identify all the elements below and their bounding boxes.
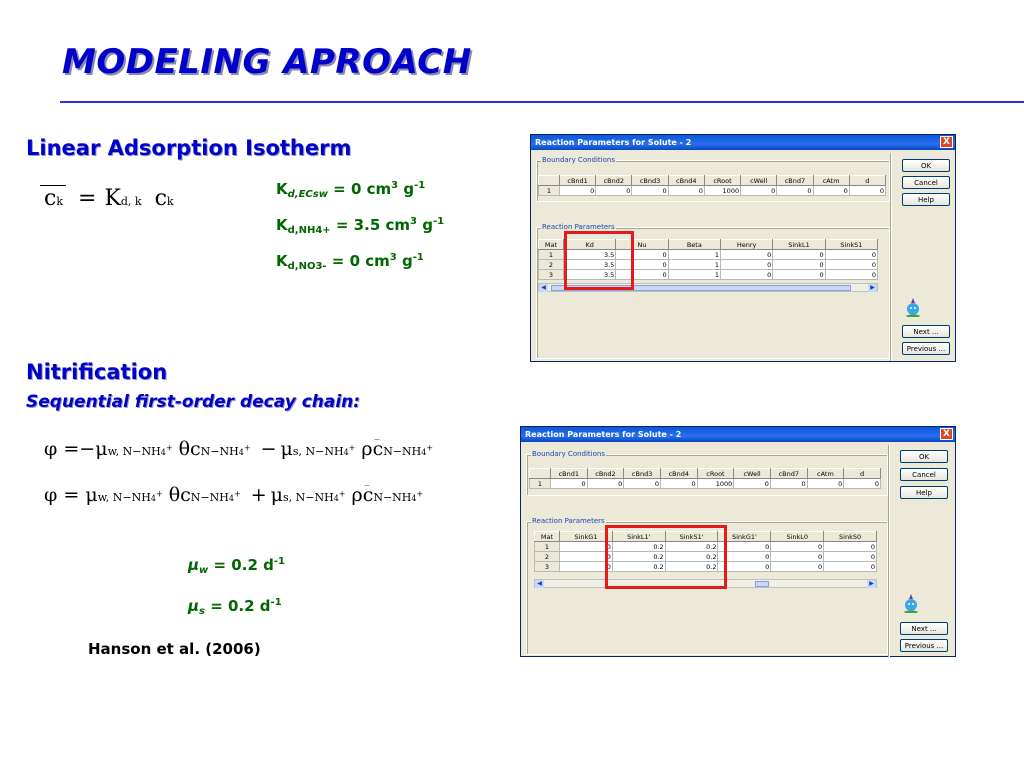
boundary-header: cBnd1 bbox=[560, 176, 596, 186]
table-cell[interactable]: 1 bbox=[668, 260, 720, 270]
scroll-left-icon[interactable]: ◀ bbox=[539, 284, 548, 292]
boundary-header bbox=[530, 469, 551, 479]
table-cell[interactable]: 0 bbox=[825, 270, 877, 280]
eq2-mu-w: μ bbox=[85, 484, 98, 506]
help-button[interactable]: Help bbox=[902, 193, 950, 206]
boundary-header: cWell bbox=[734, 469, 771, 479]
boundary-header: cWell bbox=[741, 176, 777, 186]
reaction-header: Nu bbox=[616, 240, 668, 250]
kd-no3-sup2: -1 bbox=[412, 252, 424, 263]
kd-no3-main: K bbox=[276, 252, 288, 270]
highlight-sink-columns bbox=[605, 525, 727, 589]
eq-k-sub: k bbox=[56, 195, 63, 208]
eq1-equals: = bbox=[63, 438, 80, 460]
kd-ecsw-value: = 0 cm bbox=[327, 180, 392, 198]
mu-w-sub: w bbox=[199, 565, 209, 576]
kd-nh4-sub: d,NH4+ bbox=[287, 225, 331, 236]
reaction-header: Mat bbox=[535, 532, 560, 542]
previous-button[interactable]: Previous ... bbox=[902, 342, 950, 355]
kd-nh4-value: = 3.5 cm bbox=[330, 216, 411, 234]
kd-no3-sub: d,NO3- bbox=[287, 261, 327, 272]
nitrification-equation-1 bbox=[44, 429, 434, 460]
eq2-sub-w: w, N−NH4+ bbox=[97, 489, 163, 504]
window2-reaction-label: Reaction Parameters bbox=[532, 517, 605, 525]
table-cell[interactable]: 0 bbox=[668, 186, 704, 196]
table-cell: 3 bbox=[535, 562, 560, 572]
kd-nh4-sup2: -1 bbox=[432, 216, 445, 227]
table-cell[interactable]: 0 bbox=[741, 186, 777, 196]
scroll-thumb[interactable] bbox=[755, 581, 769, 587]
table-cell[interactable]: 0 bbox=[773, 270, 825, 280]
eq1-sub-w: w, N−NH4+ bbox=[107, 443, 173, 458]
reaction-header: Mat bbox=[539, 240, 564, 250]
boundary-header: cAtm bbox=[807, 469, 844, 479]
kd-nh4-main: K bbox=[276, 216, 288, 234]
mu-s-value: = 0.2 d bbox=[205, 597, 271, 615]
table-cell[interactable]: 0 bbox=[807, 479, 844, 489]
eq1-theta-c: θc bbox=[178, 438, 201, 460]
window2-button-panel bbox=[889, 445, 958, 657]
table-cell[interactable]: 0 bbox=[560, 542, 613, 552]
next-button[interactable]: Next ... bbox=[900, 622, 948, 635]
table-cell[interactable]: 1000 bbox=[704, 186, 740, 196]
reaction-parameters-window-2 bbox=[520, 426, 956, 657]
table-cell[interactable]: 0 bbox=[813, 186, 849, 196]
sequential-decay-heading: Sequential first-order decay chain: bbox=[26, 392, 361, 412]
help-character-icon bbox=[904, 297, 922, 317]
kd-ecsw bbox=[276, 180, 425, 200]
table-cell[interactable]: 0 bbox=[720, 250, 772, 260]
table-cell[interactable]: 0 bbox=[560, 552, 613, 562]
table-cell[interactable]: 0 bbox=[616, 260, 668, 270]
reference-citation: Hanson et al. (2006) bbox=[88, 640, 261, 658]
table-cell[interactable]: 0 bbox=[770, 479, 807, 489]
reaction-header: SinkL1' bbox=[612, 532, 665, 542]
eq-equals: = bbox=[78, 186, 97, 211]
highlight-kd-column bbox=[564, 231, 634, 290]
table-cell[interactable]: 0 bbox=[660, 479, 697, 489]
kd-ecsw-sup1: 3 bbox=[391, 180, 399, 191]
table-cell: 1 bbox=[530, 479, 551, 489]
window2-boundary-label: Boundary Conditions bbox=[532, 450, 605, 458]
eq2-phi: φ bbox=[44, 484, 58, 506]
boundary-header: d bbox=[849, 176, 885, 186]
boundary-header: cBnd2 bbox=[596, 176, 632, 186]
mu-w-sup: -1 bbox=[273, 556, 285, 567]
previous-button[interactable]: Previous ... bbox=[900, 639, 948, 652]
window1-button-panel bbox=[891, 153, 958, 361]
eq1-op: − bbox=[260, 438, 277, 460]
reaction-header: Henry bbox=[720, 240, 772, 250]
mu-w-main: μ bbox=[188, 556, 200, 574]
nitrification-equation-2 bbox=[44, 475, 424, 506]
table-cell[interactable]: 3.5 bbox=[564, 250, 616, 260]
table-cell[interactable]: 0 bbox=[771, 552, 824, 562]
next-button[interactable]: Next ... bbox=[902, 325, 950, 338]
table-cell[interactable]: 0 bbox=[596, 186, 632, 196]
table-cell[interactable]: 1 bbox=[668, 270, 720, 280]
table-cell: 2 bbox=[539, 260, 564, 270]
window2-boundary-table[interactable] bbox=[529, 468, 881, 489]
boundary-header: cBnd3 bbox=[624, 469, 661, 479]
table-cell[interactable]: 0.2 bbox=[665, 552, 718, 562]
window1-boundary-table[interactable] bbox=[538, 175, 886, 196]
table-cell[interactable]: 0 bbox=[825, 250, 877, 260]
eq1-sub-n2: N−NH4+ bbox=[383, 443, 434, 458]
kd-no3-unit: g bbox=[396, 252, 413, 270]
reaction-header: SinkS1' bbox=[665, 532, 718, 542]
eq-c: c bbox=[154, 186, 167, 211]
eq2-equals: = bbox=[63, 484, 80, 506]
table-cell: 3 bbox=[539, 270, 564, 280]
eq1-mu-w: μ bbox=[95, 438, 108, 460]
table-cell[interactable]: 0 bbox=[734, 479, 771, 489]
table-cell[interactable]: 0 bbox=[771, 542, 824, 552]
slide-title: MODELING APROACH bbox=[62, 42, 472, 82]
table-cell[interactable]: 0 bbox=[551, 479, 588, 489]
eq-dk-sub: d, k bbox=[120, 195, 142, 208]
cancel-button[interactable]: Cancel bbox=[902, 176, 950, 189]
table-cell[interactable]: 0.2 bbox=[612, 542, 665, 552]
window1-reaction-label: Reaction Parameters bbox=[542, 223, 615, 231]
mu-w-value: = 0.2 d bbox=[208, 556, 274, 574]
table-cell[interactable]: 0 bbox=[777, 186, 813, 196]
reaction-parameters-window-1 bbox=[530, 134, 956, 362]
eq2-theta-c: θc bbox=[168, 484, 191, 506]
table-cell[interactable]: 0 bbox=[616, 250, 668, 260]
table-cell[interactable]: 0 bbox=[844, 479, 881, 489]
table-cell[interactable]: 0 bbox=[632, 186, 668, 196]
close-icon[interactable]: X bbox=[940, 428, 953, 440]
eq1-sub-n: N−NH4+ bbox=[200, 443, 251, 458]
nitrification-heading: Nitrification bbox=[26, 360, 168, 384]
table-cell: 1 bbox=[539, 250, 564, 260]
boundary-header: cBnd7 bbox=[770, 469, 807, 479]
mu-s bbox=[188, 597, 282, 617]
table-cell[interactable]: 0 bbox=[824, 542, 877, 552]
title-divider bbox=[60, 101, 1024, 103]
eq1-phi: φ bbox=[44, 438, 58, 460]
table-row[interactable] bbox=[530, 479, 881, 489]
boundary-header: cBnd2 bbox=[587, 469, 624, 479]
table-cell[interactable]: 0.2 bbox=[612, 552, 665, 562]
ok-button[interactable]: OK bbox=[902, 159, 950, 172]
table-cell[interactable]: 0 bbox=[720, 270, 772, 280]
reaction-header: SinkL1 bbox=[773, 240, 825, 250]
reaction-header: Kd bbox=[564, 240, 616, 250]
reaction-header: SinkL0 bbox=[771, 532, 824, 542]
kd-nh4-unit: g bbox=[416, 216, 433, 234]
table-cell[interactable]: 0 bbox=[616, 270, 668, 280]
boundary-header: cBnd3 bbox=[632, 176, 668, 186]
ok-button[interactable]: OK bbox=[900, 450, 948, 463]
reaction-header: SinkS0 bbox=[824, 532, 877, 542]
table-row[interactable] bbox=[539, 186, 886, 196]
table-cell[interactable]: 3.5 bbox=[564, 270, 616, 280]
window2-titlebar[interactable] bbox=[521, 427, 955, 442]
kd-nh4-sup1: 3 bbox=[410, 216, 417, 227]
eq1-rho-c: _ ρc bbox=[361, 429, 384, 460]
kd-ecsw-main: K bbox=[276, 180, 288, 198]
window1-titlebar[interactable] bbox=[531, 135, 955, 150]
mu-s-main: μ bbox=[188, 597, 200, 615]
table-cell[interactable]: 1000 bbox=[697, 479, 734, 489]
eq-k-sub2: k bbox=[166, 195, 174, 208]
eq2-sub-n: N−NH4+ bbox=[190, 489, 241, 504]
window1-boundary-label: Boundary Conditions bbox=[542, 156, 615, 164]
kd-no3 bbox=[276, 252, 424, 272]
eq2-mu-s: μ bbox=[270, 484, 283, 506]
table-cell: 1 bbox=[539, 186, 560, 196]
table-cell[interactable]: 0 bbox=[824, 552, 877, 562]
table-cell: 1 bbox=[535, 542, 560, 552]
table-cell[interactable]: 0 bbox=[720, 260, 772, 270]
table-cell[interactable]: 0 bbox=[773, 260, 825, 270]
scroll-right-icon[interactable]: ▶ bbox=[868, 284, 877, 292]
eq-c-bar: c bbox=[44, 186, 57, 211]
kd-no3-value: = 0 cm bbox=[326, 252, 390, 270]
table-cell[interactable]: 1 bbox=[668, 250, 720, 260]
mu-s-sub: s bbox=[199, 606, 205, 617]
kd-ecsw-unit: g bbox=[398, 180, 415, 198]
table-cell[interactable]: 0 bbox=[771, 562, 824, 572]
reaction-header: SinkG1' bbox=[718, 532, 771, 542]
cancel-button[interactable]: Cancel bbox=[900, 468, 948, 481]
boundary-header: cRoot bbox=[697, 469, 734, 479]
table-cell[interactable]: 0 bbox=[718, 562, 771, 572]
table-cell[interactable]: 0 bbox=[718, 552, 771, 562]
help-character-icon bbox=[902, 593, 920, 613]
eq2-rho-c: _ ρc bbox=[351, 475, 374, 506]
table-cell[interactable]: 0 bbox=[560, 186, 596, 196]
eq2-op: + bbox=[250, 484, 267, 506]
boundary-header: cBnd4 bbox=[668, 176, 704, 186]
linear-isotherm-equation bbox=[44, 186, 174, 211]
table-cell[interactable]: 0 bbox=[624, 479, 661, 489]
reaction-header: SinkS1 bbox=[825, 240, 877, 250]
help-button[interactable]: Help bbox=[900, 486, 948, 499]
table-cell[interactable]: 0 bbox=[718, 542, 771, 552]
reaction-header: SinkG1 bbox=[560, 532, 613, 542]
boundary-header: cRoot bbox=[704, 176, 740, 186]
linear-adsorption-heading: Linear Adsorption Isotherm bbox=[26, 136, 352, 160]
kd-nh4 bbox=[276, 216, 444, 236]
mu-w bbox=[188, 556, 285, 576]
mu-s-sup: -1 bbox=[270, 597, 282, 608]
boundary-header: cBnd1 bbox=[551, 469, 588, 479]
boundary-header bbox=[539, 176, 560, 186]
window2-title: Reaction Parameters for Solute - 2 bbox=[525, 430, 682, 439]
reaction-header: Beta bbox=[668, 240, 720, 250]
table-cell[interactable]: 0.2 bbox=[665, 562, 718, 572]
boundary-header: cBnd7 bbox=[777, 176, 813, 186]
table-cell[interactable]: 0 bbox=[849, 186, 885, 196]
window1-title: Reaction Parameters for Solute - 2 bbox=[535, 138, 692, 147]
kd-ecsw-sub: d,ECsw bbox=[287, 189, 328, 200]
eq2-sub-n2: N−NH4+ bbox=[373, 489, 424, 504]
kd-no3-sup1: 3 bbox=[389, 252, 397, 263]
table-cell: 2 bbox=[535, 552, 560, 562]
table-cell[interactable]: 0 bbox=[560, 562, 613, 572]
close-icon[interactable]: X bbox=[940, 136, 953, 148]
table-cell[interactable]: 0 bbox=[825, 260, 877, 270]
eq-K: K bbox=[104, 186, 121, 211]
table-cell[interactable]: 0.2 bbox=[665, 542, 718, 552]
table-cell[interactable]: 0 bbox=[587, 479, 624, 489]
eq2-sub-s: s, N−NH4+ bbox=[282, 489, 346, 504]
boundary-header: d bbox=[844, 469, 881, 479]
scroll-right-icon[interactable]: ▶ bbox=[867, 580, 876, 588]
table-cell[interactable]: 0 bbox=[824, 562, 877, 572]
kd-ecsw-sup2: -1 bbox=[414, 180, 426, 191]
table-cell[interactable]: 0 bbox=[773, 250, 825, 260]
scroll-left-icon[interactable]: ◀ bbox=[535, 580, 544, 588]
eq1-minus: − bbox=[79, 438, 96, 460]
boundary-header: cAtm bbox=[813, 176, 849, 186]
eq1-mu-s: μ bbox=[280, 438, 293, 460]
table-cell[interactable]: 0.2 bbox=[612, 562, 665, 572]
table-cell[interactable]: 3.5 bbox=[564, 260, 616, 270]
eq1-sub-s: s, N−NH4+ bbox=[292, 443, 356, 458]
boundary-header: cBnd4 bbox=[660, 469, 697, 479]
